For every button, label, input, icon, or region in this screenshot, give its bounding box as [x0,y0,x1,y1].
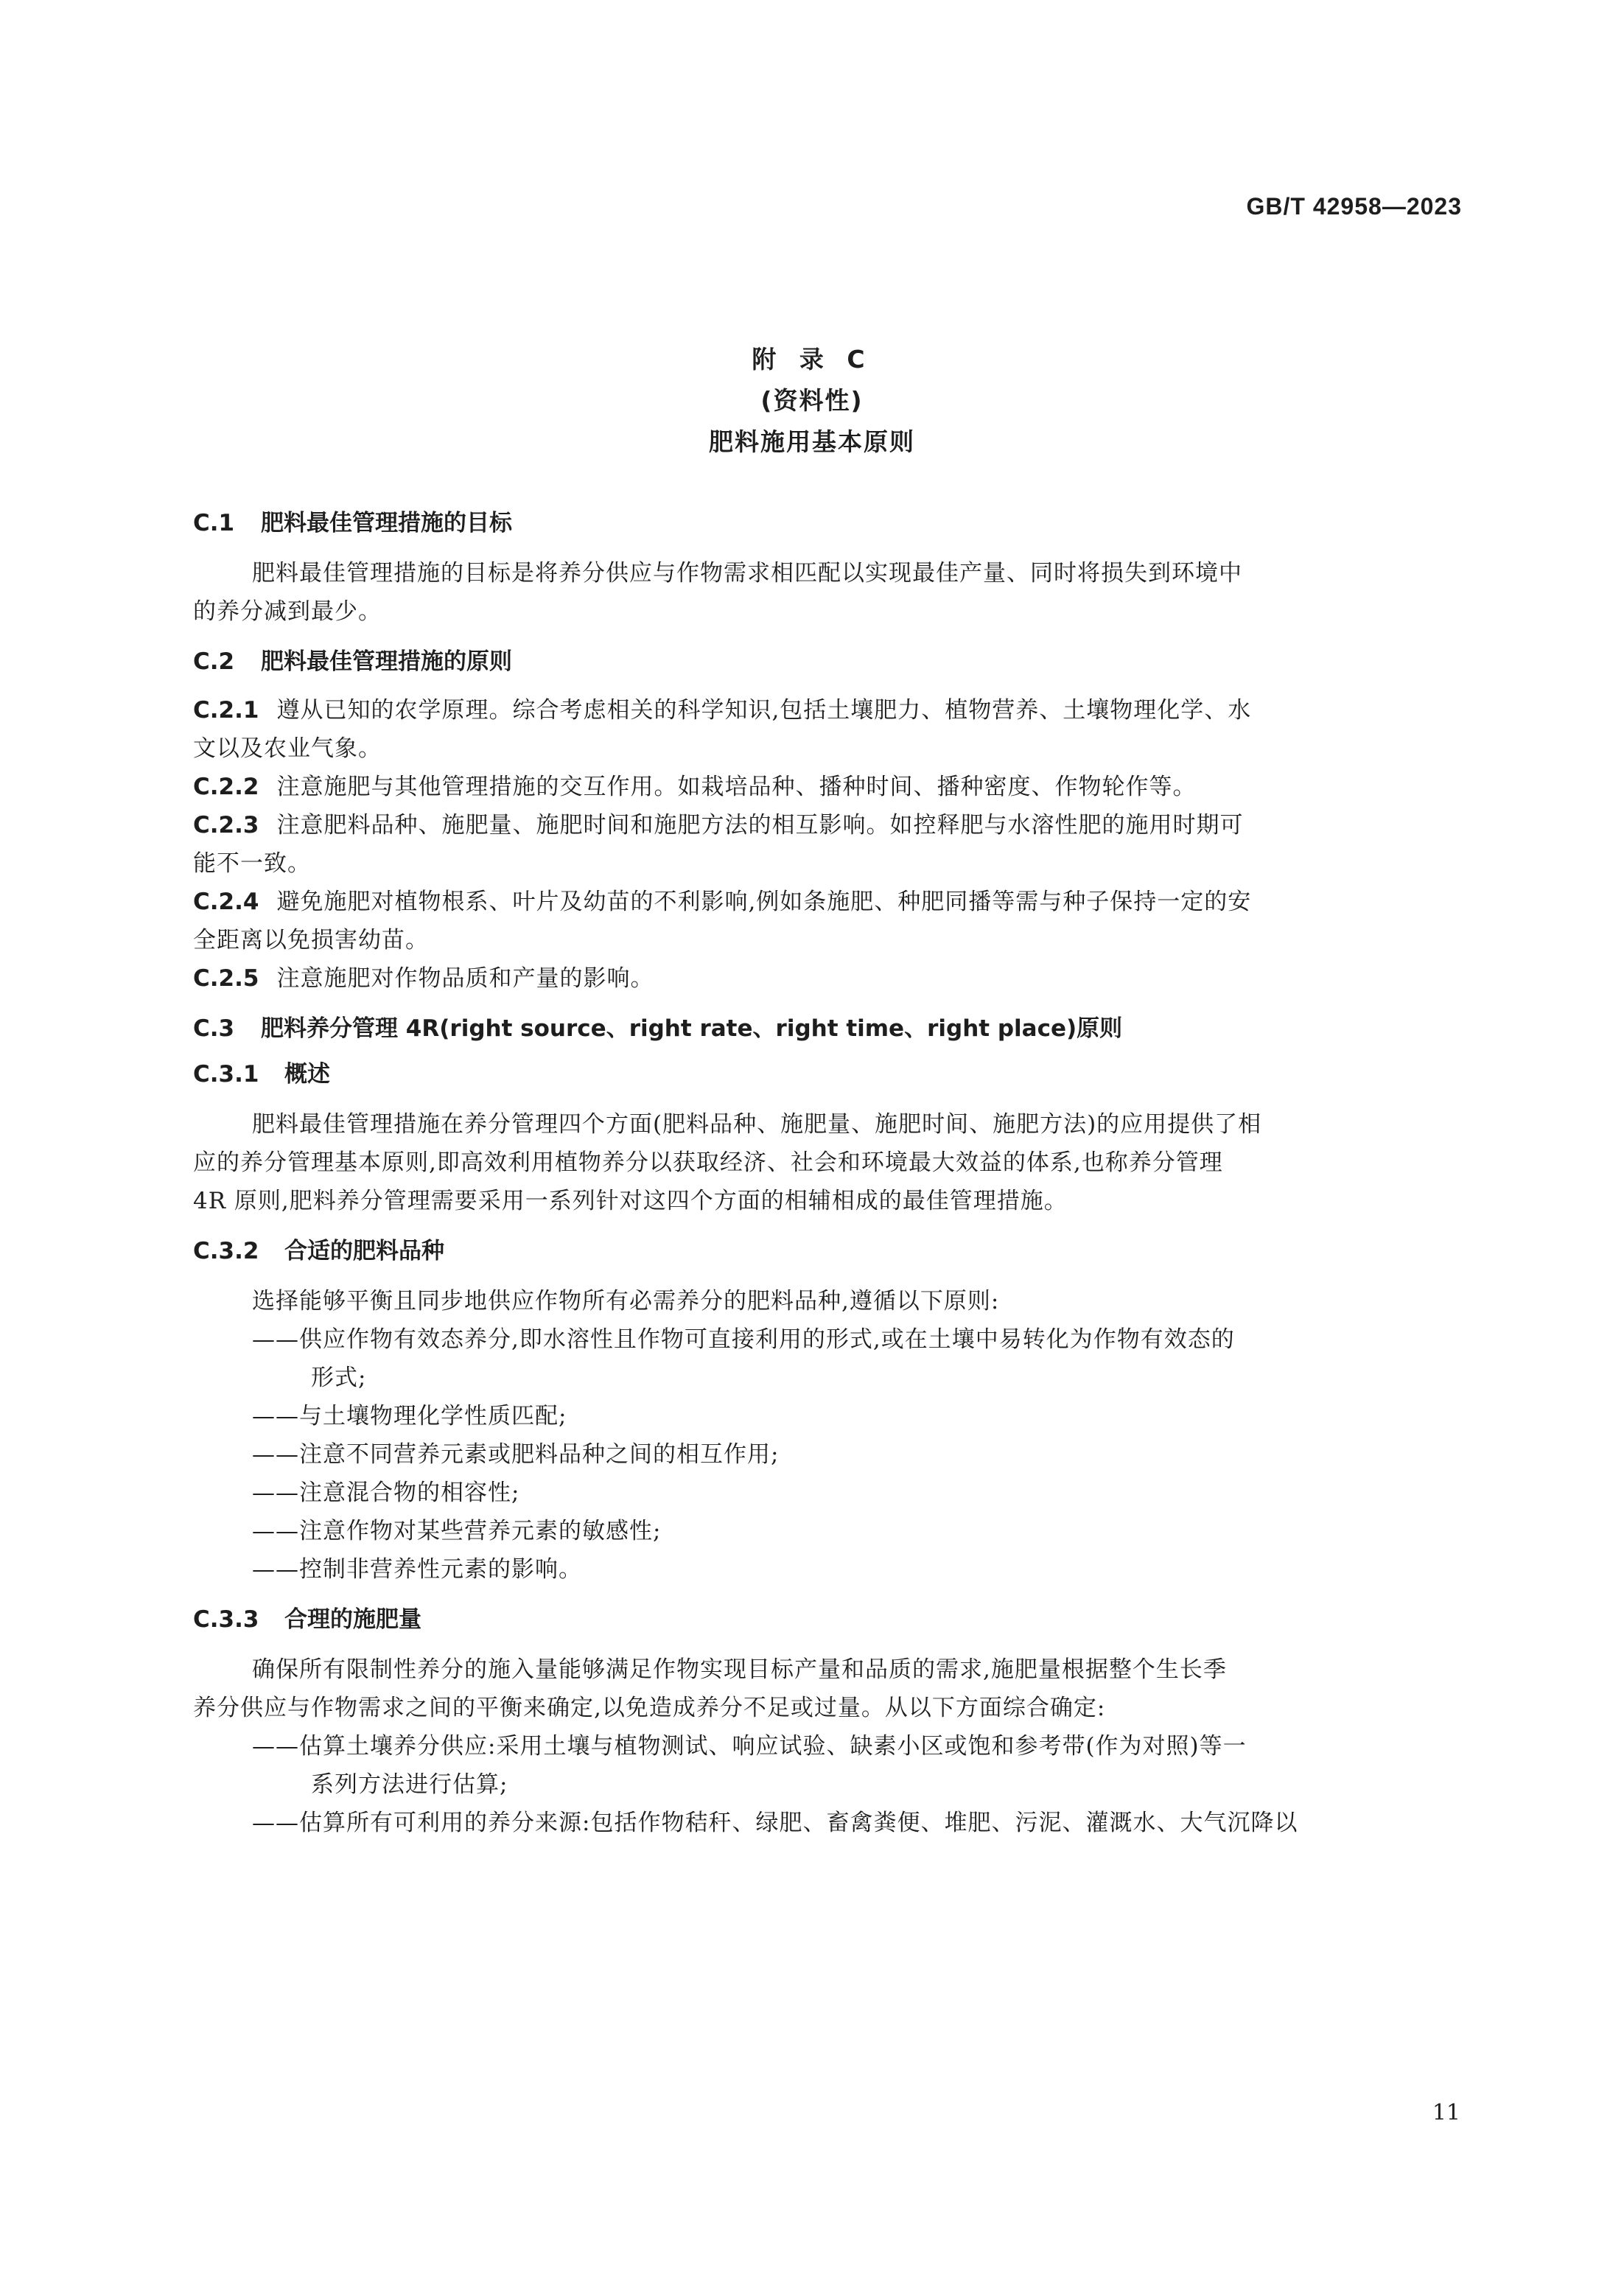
subsection-title: 合理的施肥量 [284,1606,421,1633]
section-number: C.1 [193,510,235,536]
paragraph-cont: 应的养分管理基本原则,即高效利用植物养分以获取经济、社会和环境最大效益的体系,也称养分管理 [193,1149,1223,1176]
section-number: C.3 [193,1015,235,1042]
clause-number: C.2.5 [193,965,259,992]
list-item: ——与土壤物理化学性质匹配; [252,1403,567,1429]
subsection-heading-c3-2 [193,1236,1459,1266]
page-number: 11 [1432,2100,1460,2126]
clause-text: 避免施肥对植物根系、叶片及幼苗的不利影响,例如条施肥、种肥同播等需与种子保持一定的安 [276,889,1252,915]
list-item: ——供应作物有效态养分,即水溶性且作物可直接利用的形式,或在土壤中易转化为作物有效态的 [252,1326,1235,1353]
clause-text: 注意施肥对作物品质和产量的影响。 [276,965,654,992]
paragraph: 选择能够平衡且同步地供应作物所有必需养分的肥料品种,遵循以下原则: [252,1288,1000,1314]
list-item: ——估算所有可利用的养分来源:包括作物秸秆、绿肥、畜禽粪便、堆肥、污泥、灌溉水、大气沉降以 [252,1810,1298,1836]
paragraph-cont: 养分供应与作物需求之间的平衡来确定,以免造成养分不足或过量。从以下方面综合确定: [193,1695,1106,1721]
subsection-number: C.3.2 [193,1238,259,1264]
paragraph-cont: 4R 原则,肥料养分管理需要采用一系列针对这四个方面的相辅相成的最佳管理措施。 [193,1188,1068,1214]
document-body [193,508,1459,1842]
clause-number: C.2.4 [193,889,259,915]
section-number: C.2 [193,648,235,675]
clause-number: C.2.1 [193,697,259,724]
text-line: 肥料最佳管理措施的目标是将养分供应与作物需求相匹配以实现最佳产量、同时将损失到环境中 [252,560,1242,587]
section-title: 肥料最佳管理措施的目标 [261,510,512,536]
annex-type: (资料性) [760,386,864,415]
list-item: ——控制非营养性元素的影响。 [252,1556,582,1583]
list-item: ——注意不同营养元素或肥料品种之间的相互作用; [252,1441,780,1468]
section-heading-c1 [193,508,1459,538]
standard-code: GB/T 42958—2023 [1246,193,1462,220]
clause-c2-3 [193,806,1459,883]
subsection-heading-c3-1 [193,1060,1459,1089]
list-item: ——估算土壤养分供应:采用土壤与植物测试、响应试验、缺素小区或饱和参考带(作为对照)等一 [252,1733,1247,1760]
subsection-title: 概述 [284,1061,330,1088]
paragraph: 肥料最佳管理措施在养分管理四个方面(肥料品种、施肥量、施肥时间、施肥方法)的应用提供了相 [252,1111,1262,1138]
subsection-number: C.3.3 [193,1606,259,1633]
clause-c2-5 [193,959,1459,998]
clause-text: 遵从已知的农学原理。综合考虑相关的科学知识,包括土壤肥力、植物营养、土壤物理化学、水 [276,697,1252,724]
clause-text-cont: 文以及农业气象。 [193,735,382,762]
paragraph-cont: 的养分减到最少。 [193,598,382,625]
section-heading-c3 [193,1014,1459,1043]
section-heading-c2 [193,647,1459,676]
paragraph: 确保所有限制性养分的施入量能够满足作物实现目标产量和品质的需求,施肥量根据整个生长季 [252,1656,1227,1683]
clause-text-cont: 全距离以免损害幼苗。 [193,927,429,953]
clause-text: 注意施肥与其他管理措施的交互作用。如栽培品种、播种时间、播种密度、作物轮作等。 [276,774,1197,800]
subsection-number: C.3.1 [193,1061,259,1088]
list-item: ——注意作物对某些营养元素的敏感性; [252,1518,662,1544]
annex-name: 肥料施用基本原则 [709,427,915,456]
section-title: 肥料最佳管理措施的原则 [261,648,512,675]
list-item-cont: 系列方法进行估算; [311,1771,508,1798]
clause-c2-1 [193,691,1459,768]
list-item-cont: 形式; [311,1365,367,1391]
subsection-title: 合适的肥料品种 [284,1238,444,1264]
clause-number: C.2.2 [193,774,259,800]
clause-text-cont: 能不一致。 [193,850,311,877]
clause-number: C.2.3 [193,812,259,839]
clause-c2-4 [193,883,1459,959]
annex-title: 附 录 C [752,345,872,374]
subsection-heading-c3-3 [193,1605,1459,1634]
paragraph [193,554,1459,592]
section-title: 肥料养分管理 4R(right source、right rate、right time、right place)原则 [261,1015,1123,1042]
clause-c2-2 [193,768,1459,806]
list-item: ——注意混合物的相容性; [252,1480,520,1506]
clause-text: 注意肥料品种、施肥量、施肥时间和施肥方法的相互影响。如控释肥与水溶性肥的施用时期可 [276,812,1244,839]
